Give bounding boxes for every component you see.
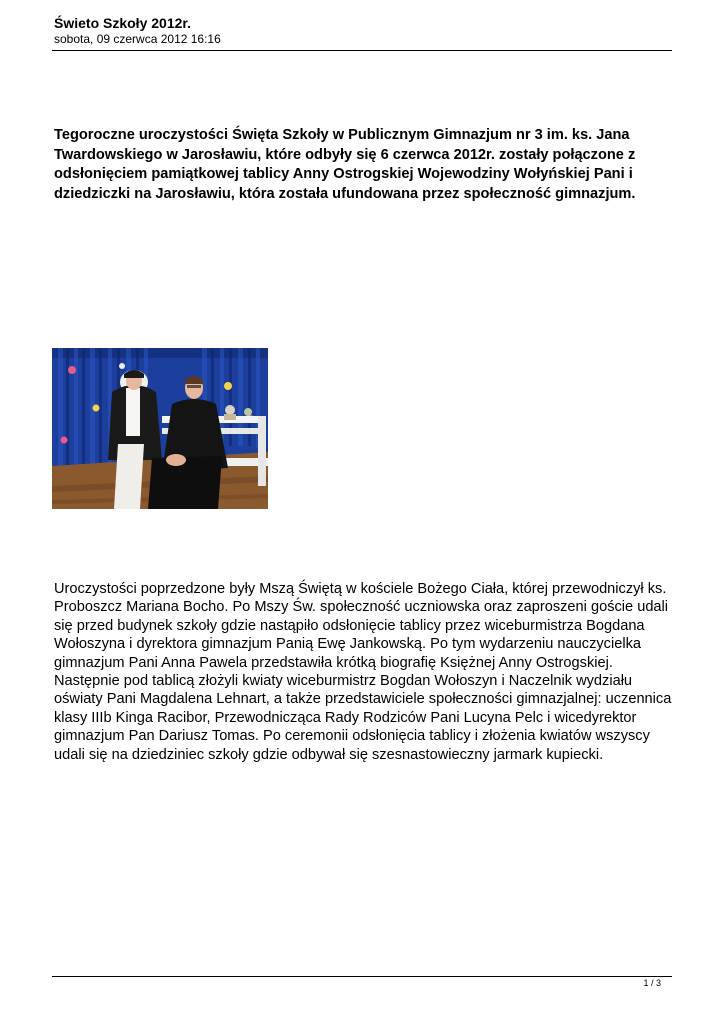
article-lead: Tegoroczne uroczystości Święta Szkoły w Publicznym Gimnazjum nr 3 im. ks. Jana Twardowskiego w Jarosławiu, które odbyły się 6 czerwca 2012r. zostały połączone z odsłonięciem pamiątkowej tablicy Anny Ostrogskiej Wojewodziny Wołyńskiej Pani i dziedziczki na Jarosławiu, która została ufundowana przez społeczność gimnazjum. [54, 127, 636, 202]
footer-divider [52, 976, 672, 977]
article-body: Uroczystości poprzedzone były Mszą Świętą w kościele Bożego Ciała, której przewodniczył ks. Proboszcz Mariana Bocho. Po Mszy Św. społeczność uczniowska oraz zaproszeni goście udali się przed budynek szkoły gdzie nastąpiło odsłonięcie tablicy przez wiceburmistrza Bogdana Wołoszyna i dyrektora gimnazjum Panią Ewę Jankowską. Po tym wydarzeniu nauczycielka gimnazjum Pani Anna Pawela przedstawiła krótką biografię Księżnej Anny Ostrogskiej. Następnie pod tablicą złożyli kwiaty wiceburmistrz Bogdan Wołoszyn i Naczelnik wydziału oświaty Pani Magdalena Lehnart, a także przedstawiciele społeczności gimnazjalnej: uczennica klasy IIIb Kinga Racibor, Przewodnicząca Rady Rodziców Pani Lucyna Pelc i wicedyrektor gimnazjum Pan Dariusz Tomas. Po ceremonii odsłonięcia tablicy i złożenia kwiatów wszyscy udali się na dziedziniec szkoły gdzie odbywał się szesnastowieczny jarmark kupiecki. [54, 581, 672, 763]
header-divider [52, 50, 672, 51]
publish-date: sobota, 09 czerwca 2012 16:16 [54, 32, 221, 46]
article-photo [52, 348, 268, 509]
page-number: 1 / 3 [643, 978, 661, 988]
page-title: Świeto Szkoły 2012r. [54, 15, 191, 31]
